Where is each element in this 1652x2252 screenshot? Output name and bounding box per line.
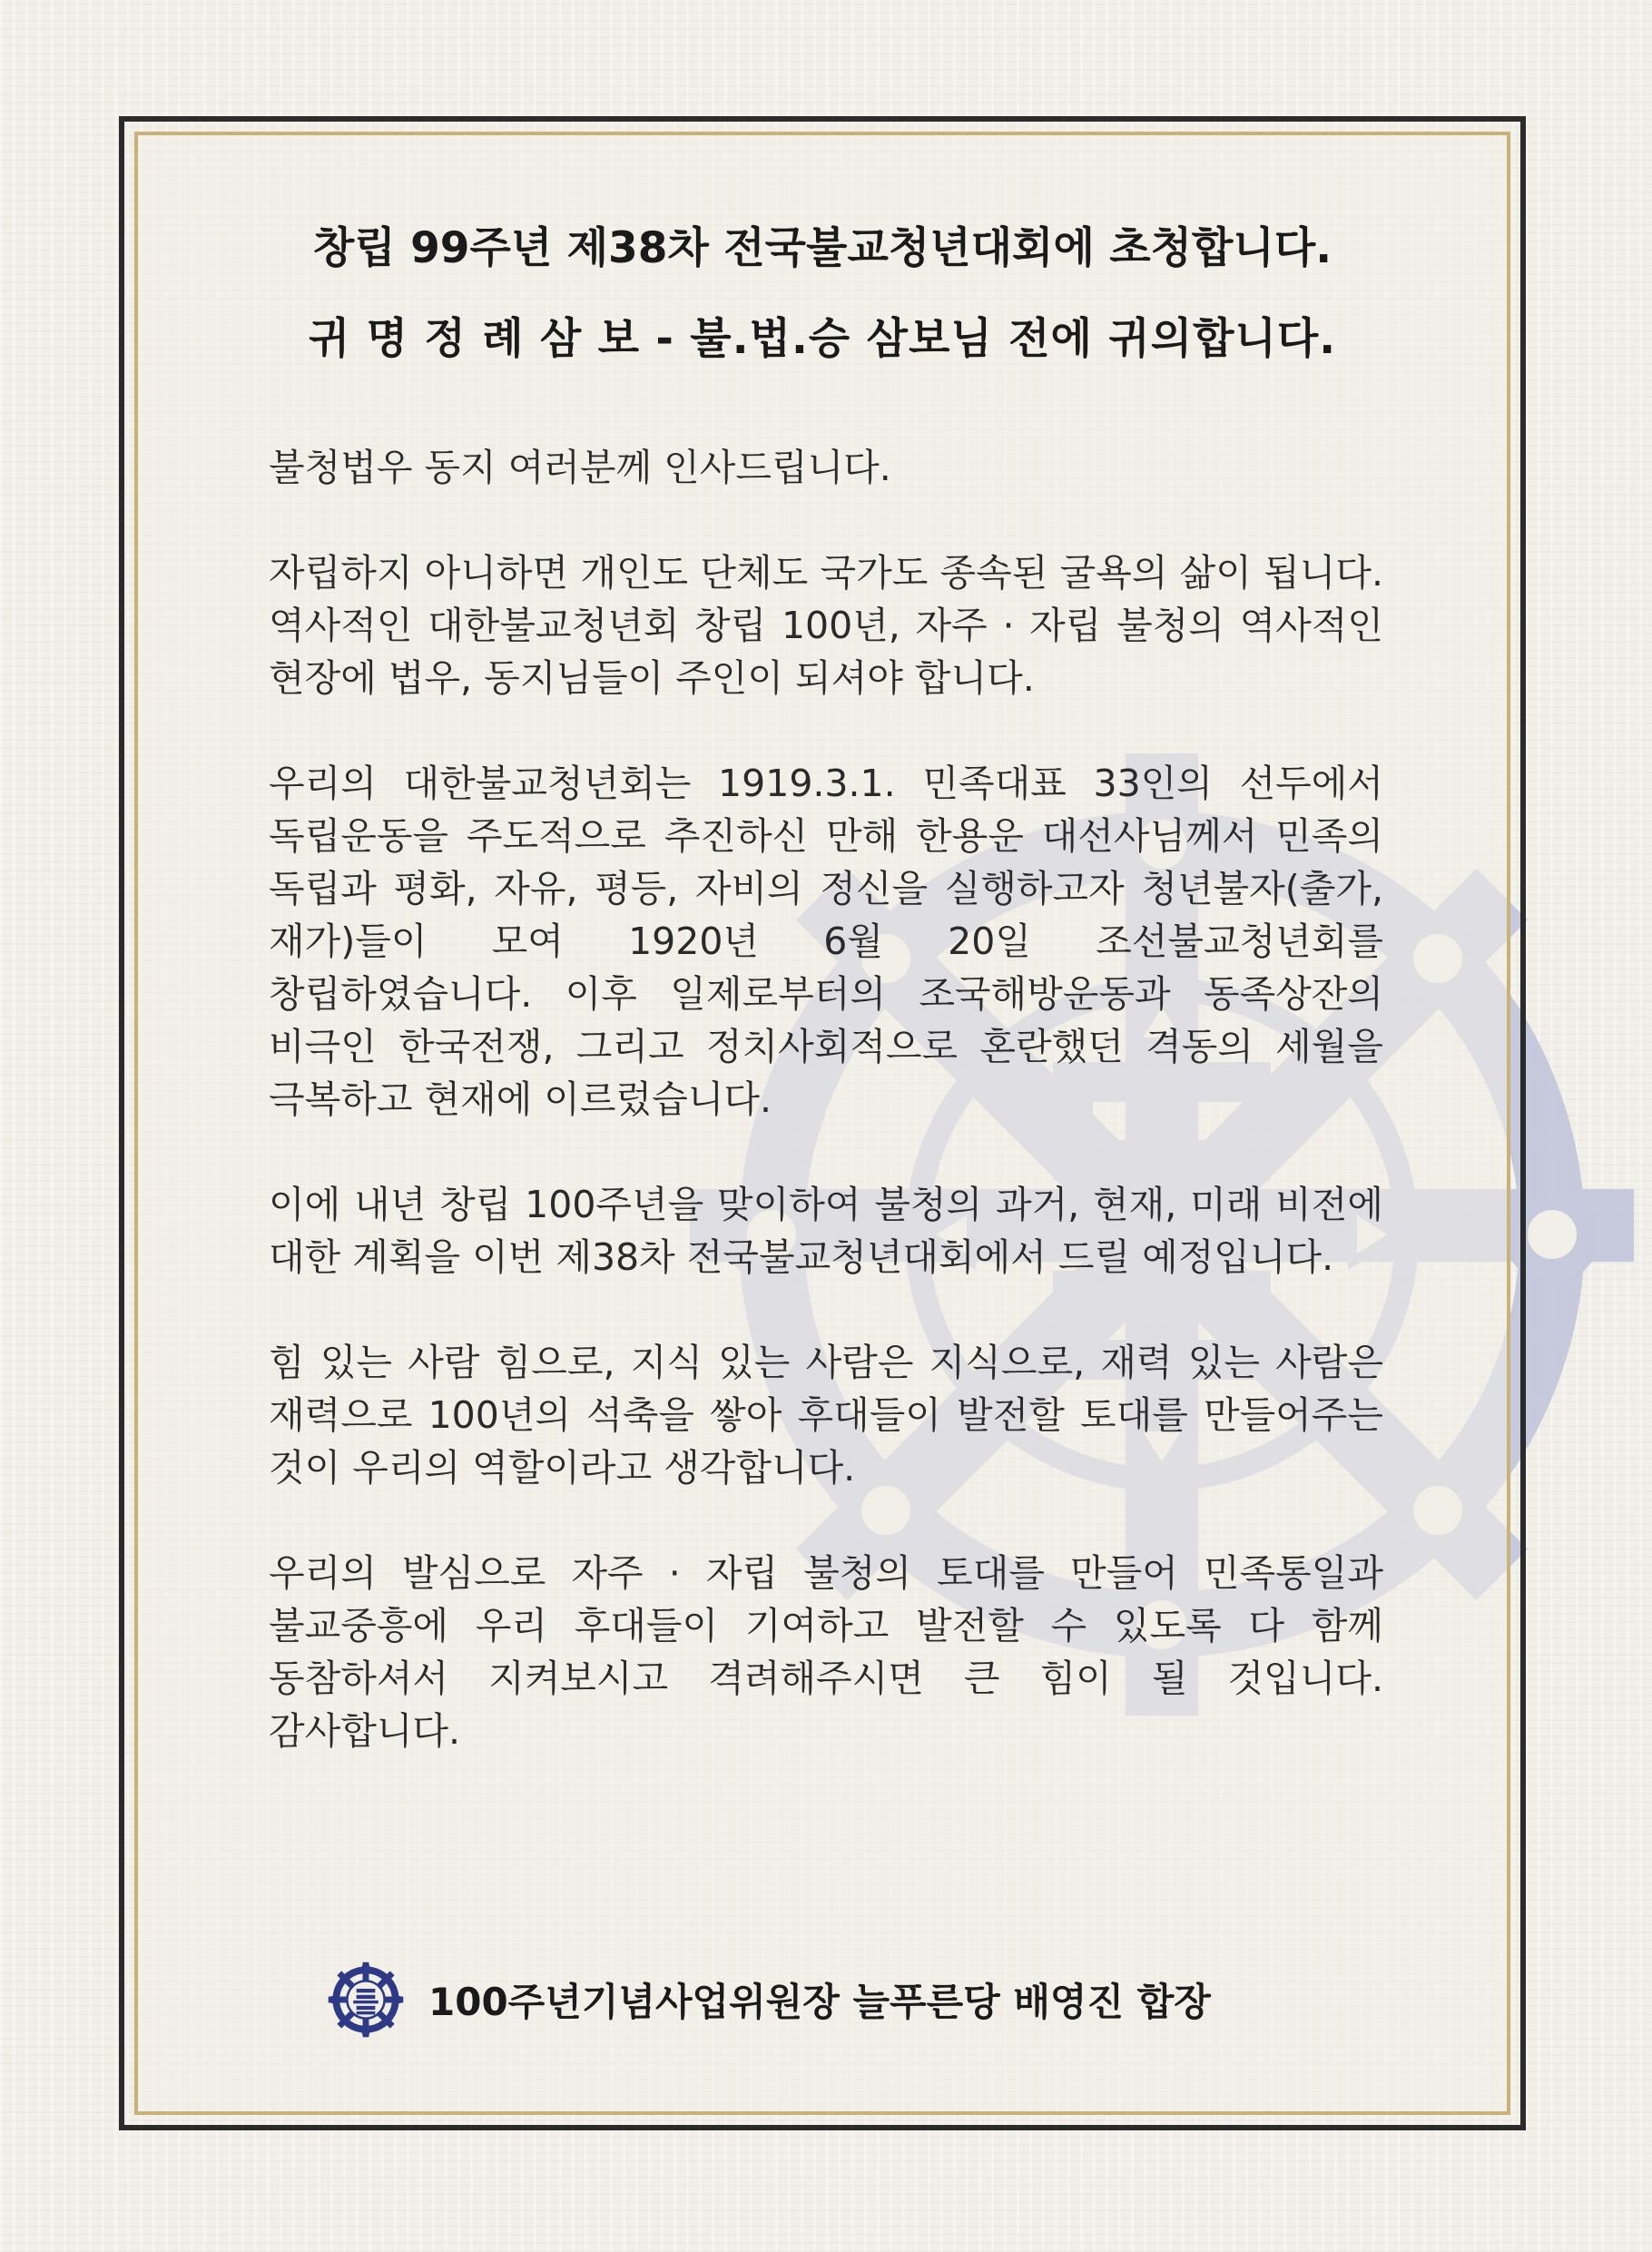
signature-block [327, 1961, 1211, 2039]
letter-paragraph: 우리의 대한불교청년회는 1919.3.1. 민족대표 33인의 선두에서 독립운동을 주도적으로 추진하신 만해 한용운 대선사님께서 민족의 독립과 평화, 자유, 평등, 자비의 정신을 실행하고자 청년불자(출가, 재가)들이 모여 1920년 6월 20일 조선불교청년회를 창립하였습니다. 이후 일제로부터의 조국해방운동과 동족상잔의 비극인 한국전쟁, 그리고 정치사회적으로 혼란했던 격동의 세월을 극복하고 현재에 이르렀습니다. [269, 762, 1383, 1121]
invitation-title: 창립 99주년 제38차 전국불교청년대회에 초청합니다. [312, 223, 1332, 273]
letter-paragraph: 힘 있는 사람 힘으로, 지식 있는 사람은 지식으로, 재력 있는 사람은 재력으로 100년의 석축을 쌓아 후대들이 발전할 토대를 만들어주는 것이 우리의 역할이라고 생각합니다. [269, 1341, 1383, 1490]
refuge-subtitle: 귀 명 정 례 삼 보 - 불.법.승 삼보님 전에 귀의합니다. [308, 314, 1337, 364]
letter-paragraph: 자립하지 아니하면 개인도 단체도 국가도 종속된 굴욕의 삶이 됩니다. 역사적인 대한불교청년회 창립 100년, 자주 · 자립 불청의 역사적인 현장에 법우, 동지님들이 주인이 되셔야 합니다. [269, 551, 1383, 700]
letter-paragraph: 우리의 발심으로 자주 · 자립 불청의 토대를 만들어 민족통일과 불교중흥에 우리 후대들이 기여하고 발전할 수 있도록 다 함께 동참하셔서 지켜보시고 격려해주시면 큰 힘이 될 것입니다. 감사합니다. [269, 1551, 1383, 1753]
signature-text: 100주년기념사업위원장 늘푸른당 배영진 합장 [428, 1980, 1211, 2024]
letter-greeting: 불청법우 동지 여러분께 인사드립니다. [269, 446, 891, 489]
letter-body [269, 441, 1383, 1757]
letter-paragraph: 이에 내년 창립 100주년을 맞이하여 불청의 과거, 현재, 미래 비전에 대한 계획을 이번 제38차 전국불교청년대회에서 드릴 예정입니다. [269, 1183, 1383, 1279]
dharma-wheel-emblem-icon [327, 1961, 405, 2039]
